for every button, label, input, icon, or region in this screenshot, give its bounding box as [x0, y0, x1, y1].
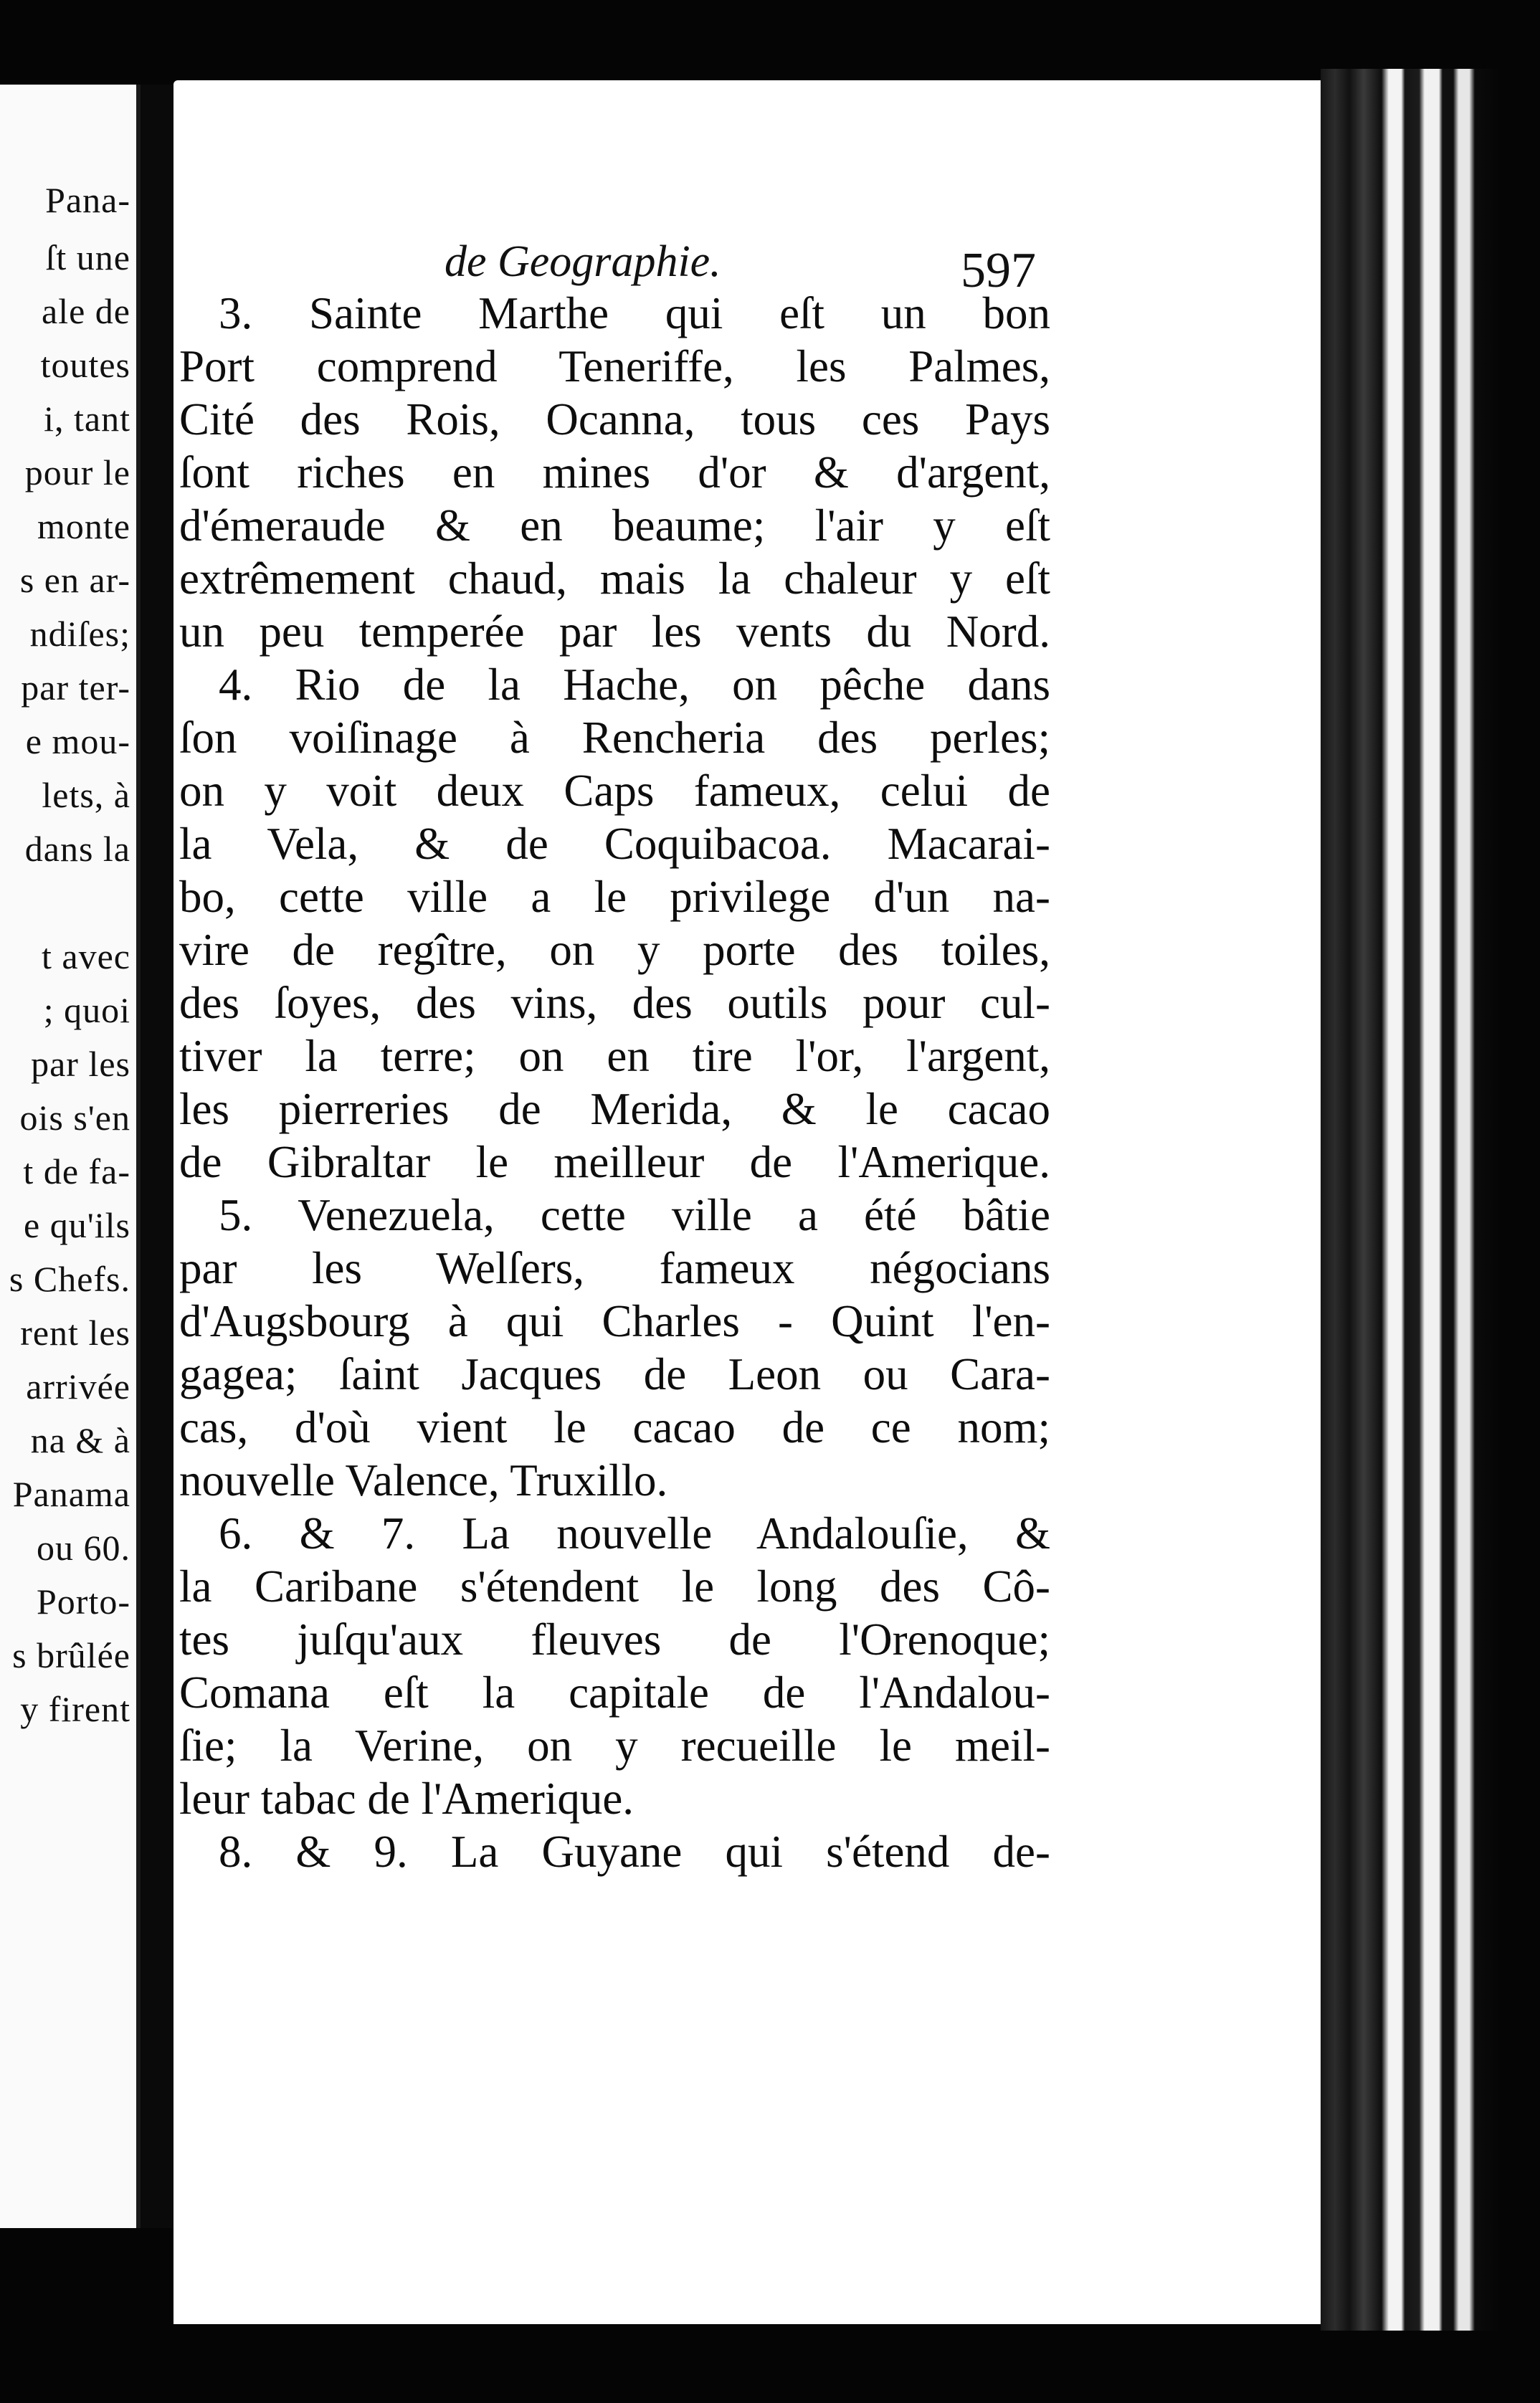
left-page-line: Porto-: [37, 1581, 130, 1622]
text-line: nouvelle Valence, Truxillo.: [179, 1455, 668, 1505]
left-page-line: s en ar-: [19, 560, 130, 600]
left-page-line: dans la: [24, 829, 130, 869]
text-line: ſie; la Verine, on y recueille le meil-: [179, 1721, 1050, 1771]
text-line: 8. & 9. La Guyane qui s'étend de-: [219, 1827, 1050, 1877]
left-page-line: rent les: [20, 1313, 130, 1353]
text-line: Port comprend Teneriffe, les Palmes,: [179, 341, 1050, 391]
left-page-line: e mou-: [25, 721, 130, 761]
left-page-line: ois s'en: [19, 1098, 130, 1138]
text-line: 3. Sainte Marthe qui eſt un bon: [219, 288, 1050, 338]
text-line: d'émeraude & en beaume; l'air y eſt: [179, 500, 1050, 551]
left-page-line: par ter-: [21, 667, 130, 708]
left-page-line: ndiſes;: [29, 614, 130, 654]
text-line: bo, cette ville a le privilege d'un na-: [179, 872, 1050, 922]
text-line: des ſoyes, des vins, des outils pour cul-: [179, 978, 1050, 1028]
left-page-line: ou 60.: [37, 1528, 130, 1568]
left-page-line: par les: [31, 1044, 130, 1084]
left-page-line: Panama: [12, 1474, 130, 1514]
text-line: 4. Rio de la Hache, on pêche dans: [219, 660, 1050, 710]
left-page-line: s Chefs.: [9, 1259, 130, 1299]
text-line: Cité des Rois, Ocanna, tous ces Pays: [179, 394, 1050, 444]
text-line: par les Welſers, fameux négocians: [179, 1243, 1050, 1293]
left-page-line: s brûlée: [12, 1635, 130, 1675]
left-page-line: y firent: [20, 1689, 130, 1729]
text-line: tes juſqu'aux fleuves de l'Orenoque;: [179, 1614, 1050, 1665]
page-edges: [1321, 69, 1500, 2331]
running-head: de Geographie.: [445, 237, 721, 286]
left-page-line: Pana-: [45, 180, 130, 220]
left-page-line: arrivée: [26, 1366, 130, 1407]
left-page-line: i, tant: [44, 399, 130, 439]
text-line: tiver la terre; on en tire l'or, l'argent,: [179, 1031, 1050, 1081]
text-line: on y voit deux Caps fameux, celui de: [179, 766, 1050, 816]
text-line: ſont riches en mines d'or & d'argent,: [179, 447, 1050, 498]
left-page-line: pour le: [24, 452, 130, 493]
left-page-line: ; quoi: [43, 990, 130, 1030]
left-page-line: e qu'ils: [24, 1205, 130, 1245]
text-line: 5. Venezuela, cette ville a été bâtie: [219, 1190, 1050, 1240]
text-line: vire de regître, on y porte des toiles,: [179, 925, 1050, 975]
left-page-line: t de fa-: [23, 1151, 130, 1191]
left-page-line: monte: [37, 506, 130, 546]
left-page: [0, 85, 141, 2228]
text-line: extrêmement chaud, mais la chaleur y eſt: [179, 553, 1050, 604]
left-page-line: lets, à: [42, 775, 130, 815]
text-line: gagea; ſaint Jacques de Leon ou Cara-: [179, 1349, 1050, 1399]
text-line: un peu temperée par les vents du Nord.: [179, 606, 1050, 657]
text-line: d'Augsbourg à qui Charles - Quint l'en-: [179, 1296, 1050, 1346]
left-page-line: toutes: [40, 345, 130, 385]
text-line: Comana eſt la capitale de l'Andalou-: [179, 1667, 1050, 1718]
text-line: les pierreries de Merida, & le cacao: [179, 1084, 1050, 1134]
text-line: la Vela, & de Coquibacoa. Macarai-: [179, 819, 1050, 869]
text-line: ſon voiſinage à Rencheria des perles;: [179, 713, 1050, 763]
left-page-line: ſt une: [45, 237, 130, 277]
text-line: la Caribane s'étendent le long des Cô-: [179, 1561, 1050, 1612]
text-line: de Gibraltar le meilleur de l'Amerique.: [179, 1137, 1050, 1187]
text-line: 6. & 7. La nouvelle Andalouſie, &: [219, 1508, 1050, 1559]
page-number: 597: [961, 243, 1036, 298]
left-page-line: na & à: [30, 1420, 130, 1460]
left-page-line: t avec: [42, 936, 130, 976]
text-line: leur tabac de l'Amerique.: [179, 1774, 634, 1824]
body-text: [179, 287, 1050, 1878]
left-page-line: ale de: [42, 291, 130, 331]
text-line: cas, d'où vient le cacao de ce nom;: [179, 1402, 1050, 1452]
